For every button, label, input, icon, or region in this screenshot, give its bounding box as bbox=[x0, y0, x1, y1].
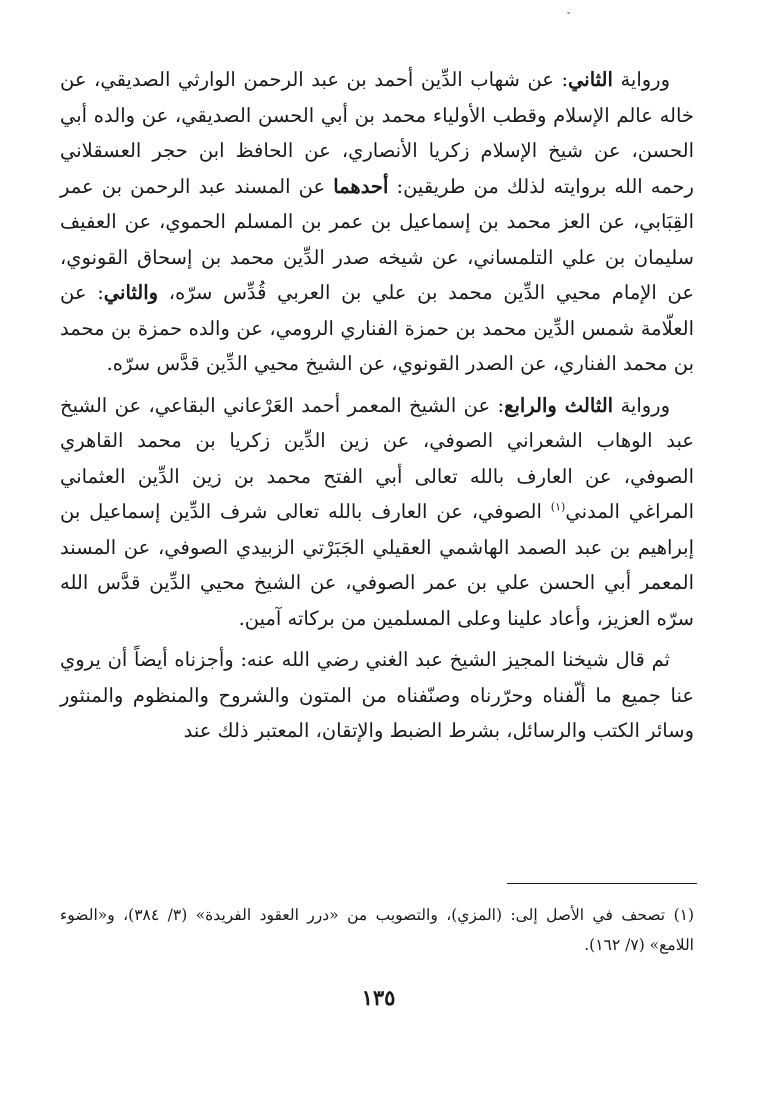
p1-text-1: : عن شهاب الدِّين أحمد بن عبد الرحمن الوارثي الصديقي، عن خاله عالم الإسلام وقطب الأولياء محمد بن أبي الحسن الصديقي، عن والده أبي الحسن، عن شيخ الإسلام زكريا الأنصاري، عن الحافظ ابن حجر العسقلاني رحمه الله بروايته لذلك من طريقين: bbox=[60, 68, 694, 198]
footnote-divider bbox=[507, 883, 697, 884]
p1-text-3: : عن العلّامة شمس الدِّين محمد بن حمزة الفناري الرومي، عن والده حمزة بن محمد بن محمد الفناري، عن الصدر القونوي، عن الشيخ محيي الدِّين قدَّس سرّه. bbox=[60, 281, 694, 375]
footnote-ref: (١) bbox=[550, 500, 566, 514]
p1-text-2: عن المسند عبد الرحمن بن عمر القِبَابي، عن العز محمد بن إسماعيل بن عمر بن المسلم الحموي، عن العفيف سليمان بن علي التلمساني، عن شيخه صدر الدِّين محمد بن إسحاق القونوي، عن الإمام محيي الدِّين محمد بن علي بن العربي قُدِّس سرّه، bbox=[60, 174, 694, 304]
footnote bbox=[60, 900, 694, 960]
p2-text-2: الصوفي، عن العارف بالله تعالى شرف الدِّين إسماعيل بن إبراهيم بن عبد الصمد الهاشمي العقيلي الجَبَرْتي الزبيدي الصوفي، عن المسند المعمر أبي الحسن علي بن عمر الصوفي، عن الشيخ محيي الدِّين قدَّس الله سرّه العزيز، وأعاد علينا وعلى المسلمين من بركاته آمين. bbox=[60, 500, 694, 630]
paragraph-2 bbox=[60, 388, 694, 637]
main-text bbox=[60, 62, 694, 749]
footnote-text: تصحف في الأصل إلى: (المزي)، والتصويب من «درر العقود الفريدة» (٣/ ٣٨٤)، و«الضوء اللامع» (٧/ ١٦٢). bbox=[60, 906, 694, 954]
p2-bold-1: الثالث والرابع bbox=[504, 393, 614, 417]
p1-bold-1: الثاني bbox=[568, 68, 613, 91]
p1-bold-3: والثاني bbox=[103, 281, 159, 304]
p1-bold-2: أحدهما bbox=[333, 174, 389, 198]
p2-text-1: : عن الشيخ المعمر أحمد العَرْعاني البقاعي، عن الشيخ عبد الوهاب الشعراني الصوفي، عن زين الدِّين زكريا بن محمد القاهري الصوفي، عن العارف بالله تعالى أبي الفتح محمد بن زين الدِّين العثماني المراغي المدني bbox=[60, 393, 694, 523]
footnote-number: (١) bbox=[673, 906, 695, 924]
p2-lead: ورواية bbox=[613, 393, 670, 417]
paragraph-3: ثم قال شيخنا المجيز الشيخ عبد الغني رضي الله عنه: وأجزناه أيضاً أن يروي عنا جميع ما ألّفناه وحرّرناه وصنّفناه من المتون والشروح والمنظوم والمنثور وسائر الكتب والرسائل، بشرط الضبط والإتقان، المعتبر ذلك عند bbox=[60, 648, 694, 742]
page-number: ١٣٥ bbox=[361, 985, 396, 1010]
p1-lead: ورواية bbox=[612, 68, 670, 91]
paragraph-1 bbox=[60, 62, 694, 382]
